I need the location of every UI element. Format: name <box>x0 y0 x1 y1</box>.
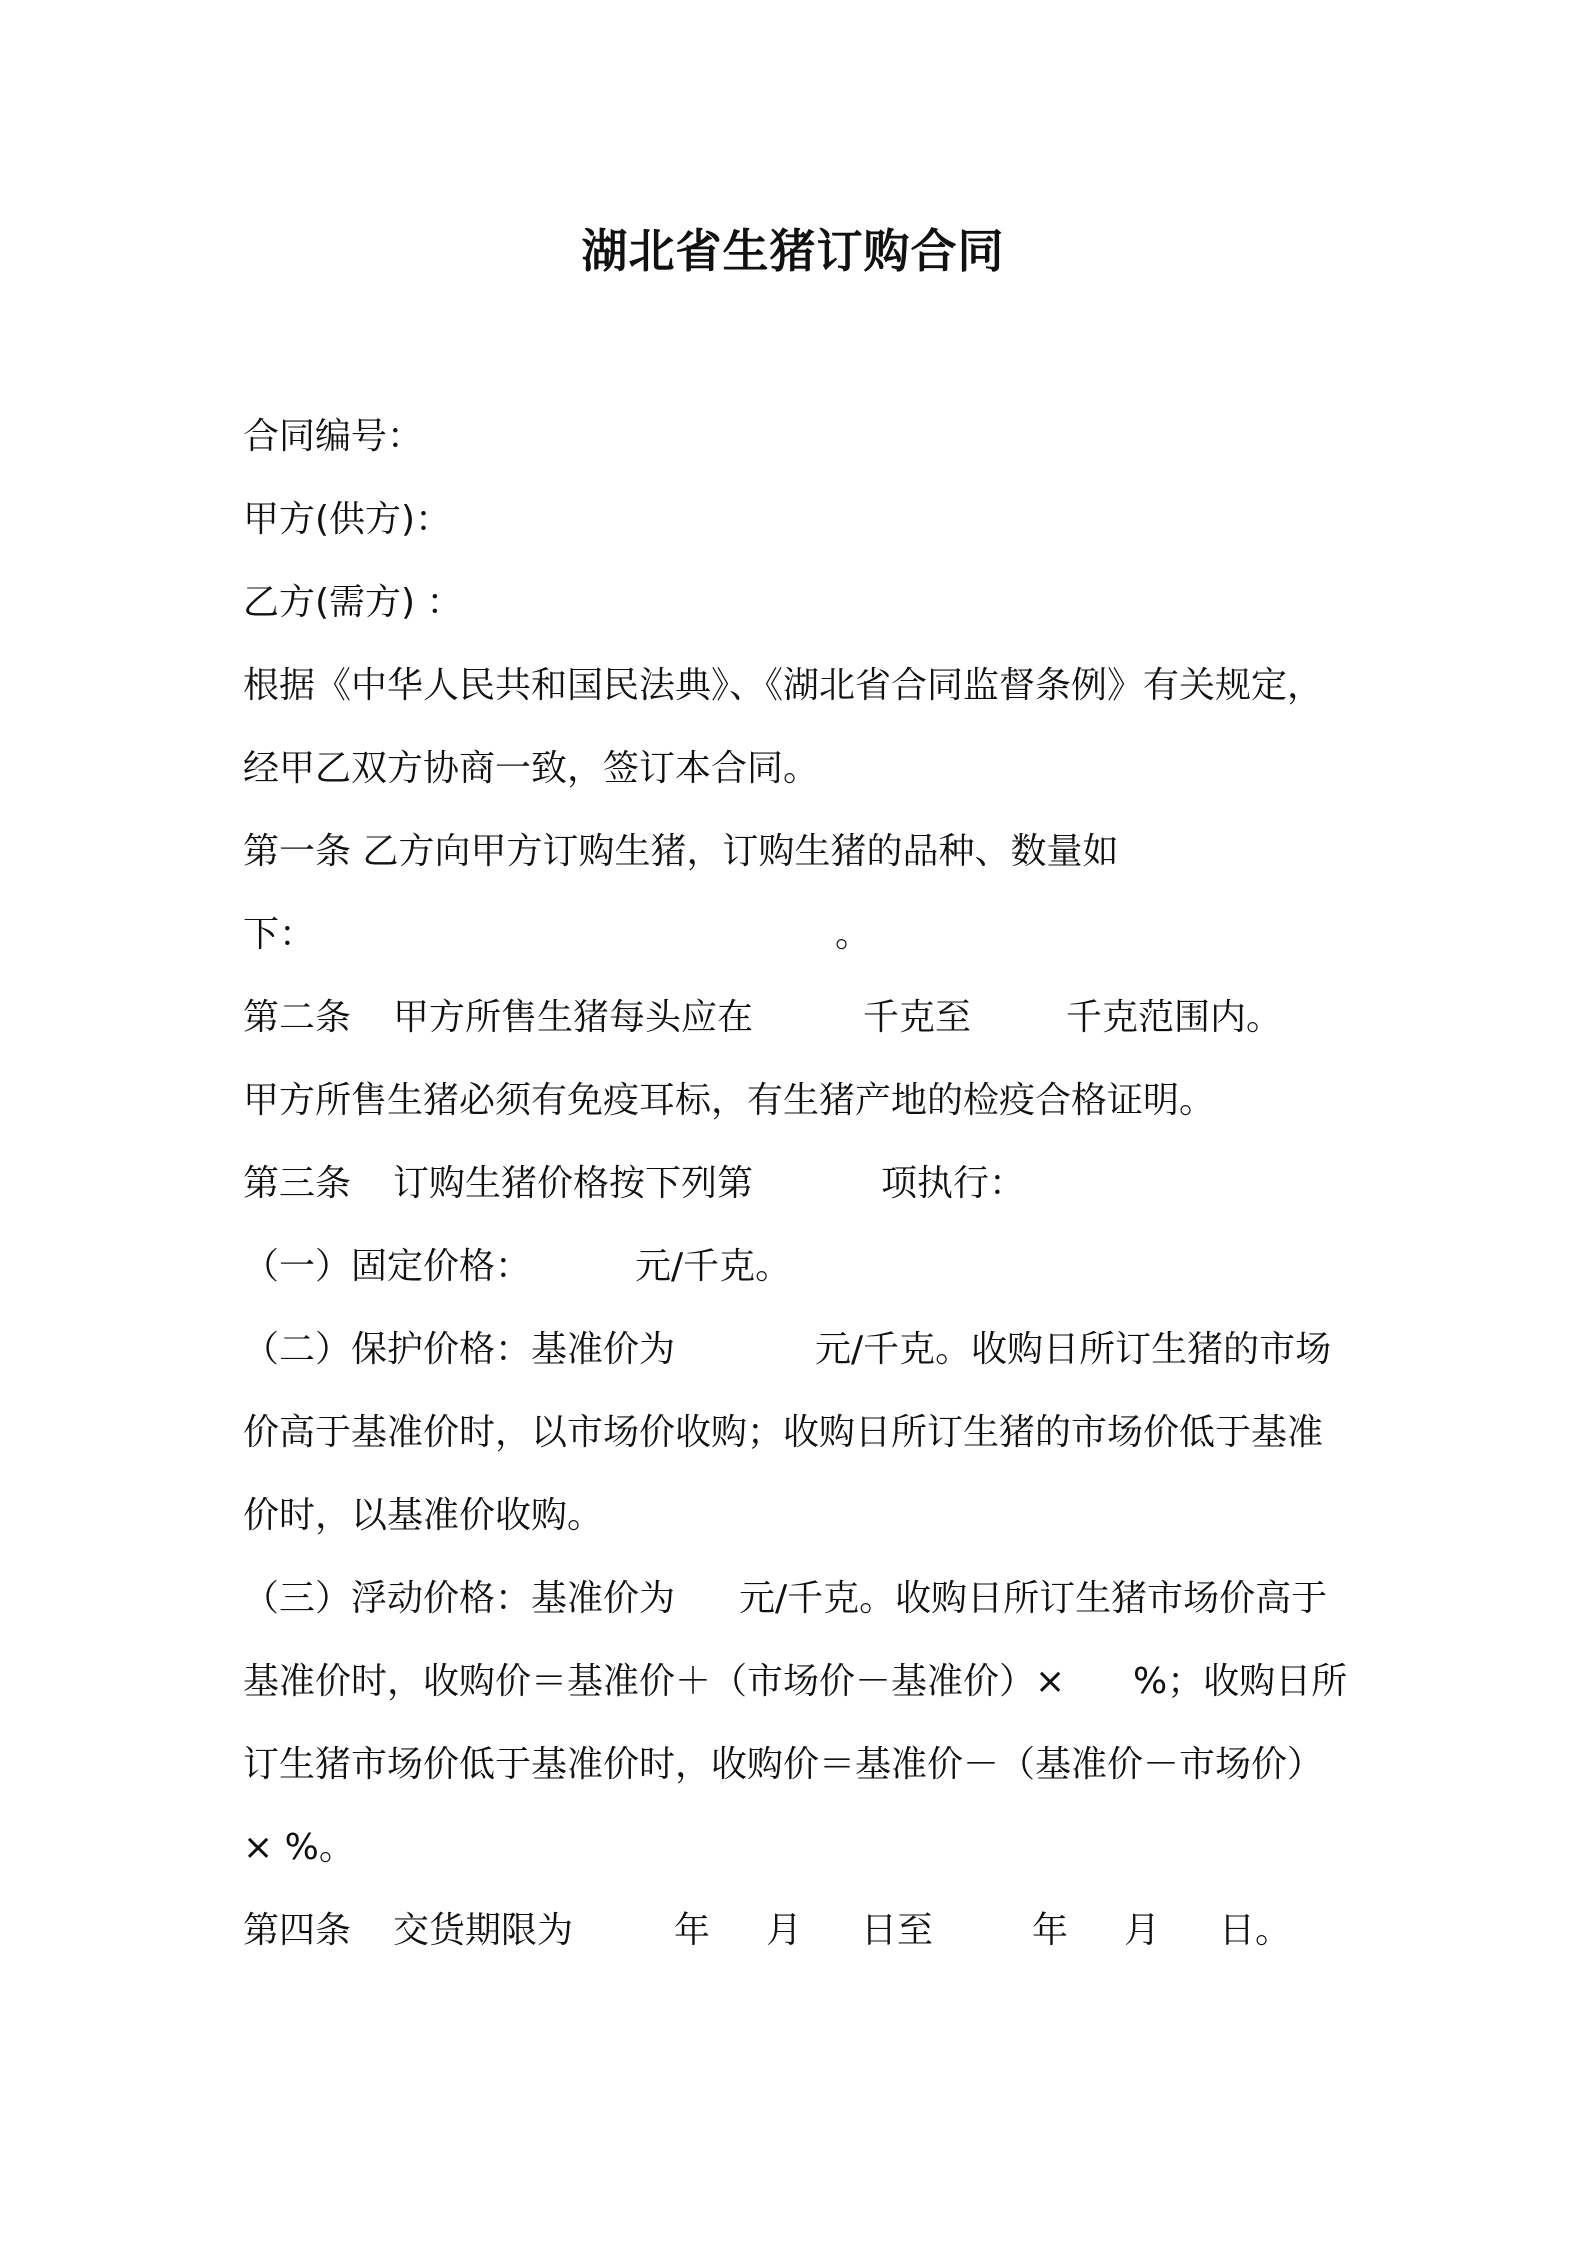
article-4-day-to: 日至 <box>861 1910 934 1951</box>
protected-price-rest: 元/千克。收购日所订生猪的市场 <box>815 1329 1332 1370</box>
article-2-label: 第二条 <box>243 997 352 1038</box>
floating-price-percent: %；收购日所 <box>1133 1661 1348 1702</box>
article-2-weight-text: 甲方所售生猪每头应在 <box>393 997 754 1038</box>
preamble-text-1: 根据《中华人民共和国民法典》、《湖北省合同监督条例》有关规定， <box>243 665 1324 706</box>
protected-price-label: （二）保护价格：基准价为 <box>243 1329 676 1370</box>
article-1-text: 第一条 乙方向甲方订购生猪，订购生猪的品种、数量如 <box>243 831 1119 872</box>
floating-price-text-4: × %。 <box>243 1827 355 1868</box>
preamble-text-2: 经甲乙双方协商一致，签订本合同。 <box>243 748 820 789</box>
article-4-year-1: 年 <box>674 1910 711 1951</box>
article-4-year-2: 年 <box>1032 1910 1069 1951</box>
article-1-end-mark: 。 <box>835 914 872 955</box>
article-2-kg-range: 千克范围内。 <box>1066 997 1283 1038</box>
protected-price-text-3: 价时，以基准价收购。 <box>243 1495 604 1536</box>
party-a-label: 甲方(供方)： <box>243 499 452 540</box>
article-4-day-2: 日。 <box>1219 1910 1292 1951</box>
article-3-price-text: 订购生猪价格按下列第 <box>393 1163 754 1204</box>
fixed-price-label: （一）固定价格： <box>243 1246 532 1287</box>
article-4-month-2: 月 <box>1124 1910 1161 1951</box>
article-3-item-exec: 项执行： <box>881 1163 1026 1204</box>
floating-price-text-3: 订生猪市场价低于基准价时，收购价＝基准价－（基准价－市场价） <box>243 1744 1324 1785</box>
article-4-delivery-text: 交货期限为 <box>393 1910 574 1951</box>
page-title: 湖北省生猪订购合同 <box>581 224 1005 278</box>
floating-price-formula: 基准价时，收购价＝基准价＋（市场价－基准价）× <box>243 1661 1066 1702</box>
party-b-label: 乙方(需方) ： <box>243 582 463 623</box>
article-4-label: 第四条 <box>243 1910 352 1951</box>
article-3-label: 第三条 <box>243 1163 352 1204</box>
protected-price-text-2: 价高于基准价时，以市场价收购；收购日所订生猪的市场价低于基准 <box>243 1412 1324 1453</box>
contract-no-label: 合同编号： <box>243 416 424 457</box>
article-2-quarantine-text: 甲方所售生猪必须有免疫耳标，有生猪产地的检疫合格证明。 <box>243 1080 1216 1121</box>
article-1-continuation: 下： <box>243 914 316 955</box>
floating-price-label: （三）浮动价格：基准价为 <box>243 1578 676 1619</box>
article-4-month-1: 月 <box>766 1910 803 1951</box>
article-2-kg-to: 千克至 <box>863 997 972 1038</box>
floating-price-rest: 元/千克。收购日所订生猪市场价高于 <box>739 1578 1328 1619</box>
fixed-price-unit: 元/千克。 <box>635 1246 792 1287</box>
